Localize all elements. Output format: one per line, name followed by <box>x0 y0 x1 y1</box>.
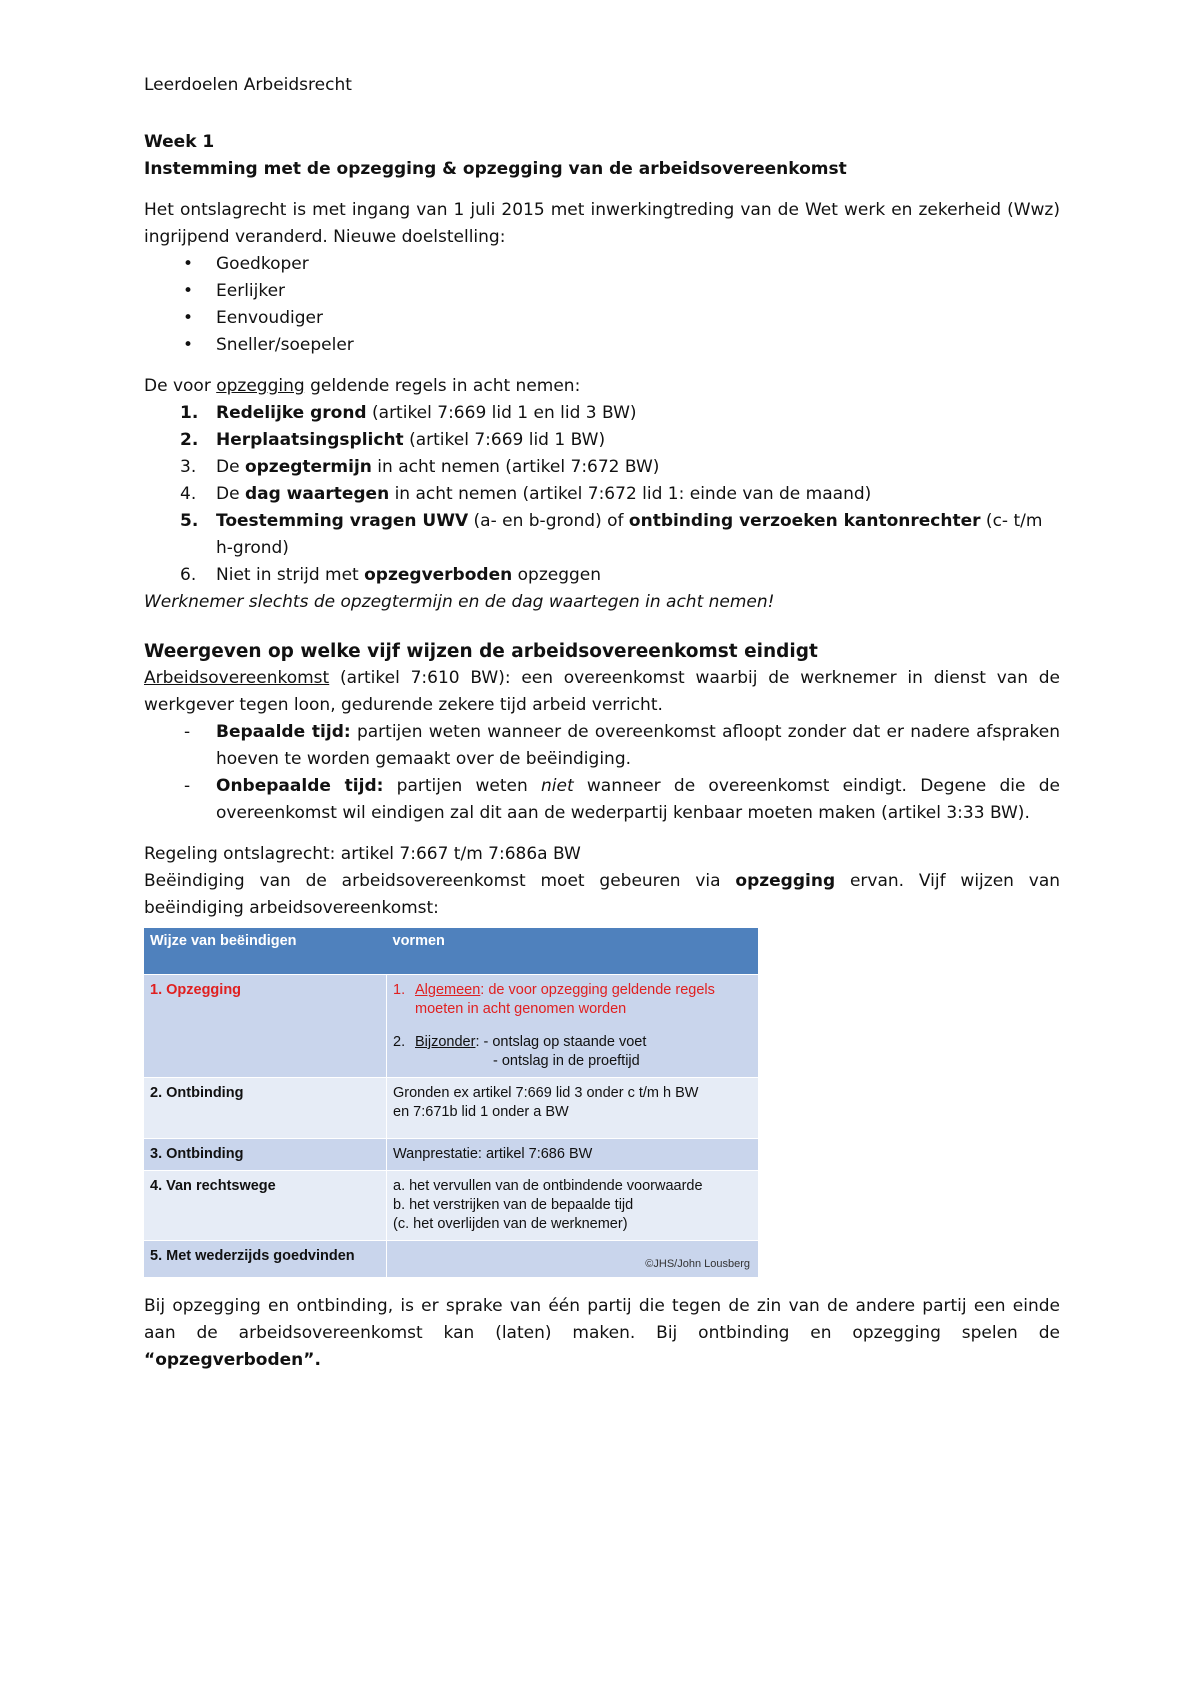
rules-intro: De voor opzegging geldende regels in acht nemen: <box>144 376 581 396</box>
list-item: - Onbepaalde tijd: partijen weten niet wanneer de overeenkomst eindigt. Degene die de overeenkomst wil eindigen zal dit aan de wederpartij kenbaar moeten maken (artikel 3:33 BW). <box>144 773 1060 827</box>
document-page <box>144 72 1060 1374</box>
list-item: 6. Niet in strijd met opzegverboden opzeggen <box>180 565 602 585</box>
table-header-row <box>144 928 758 975</box>
document-title: Leerdoelen Arbeidsrecht <box>144 75 352 95</box>
rules-list <box>144 400 1060 589</box>
table-header-cell: vormen <box>387 928 759 975</box>
table-row <box>144 975 758 1078</box>
section-heading-opzegging: Instemming met de opzegging & opzegging van de arbeidsovereenkomst <box>144 159 847 179</box>
table-cell-way: 1. Opzegging <box>144 975 387 1078</box>
bullet-icon: • <box>183 308 194 328</box>
table-cell-way: 3. Ontbinding <box>144 1139 387 1171</box>
list-item: 5. Toestemming vragen UWV (a- en b-grond) of ontbinding verzoeken kantonrechter (c- t/m h-grond) <box>180 511 1043 558</box>
dash-icon: - <box>184 776 191 796</box>
list-item: 3. De opzegtermijn in acht nemen (artikel 7:672 BW) <box>180 457 660 477</box>
bullet-icon: • <box>183 281 194 301</box>
termination-paragraph: Beëindiging van de arbeidsovereenkomst moet gebeuren via opzegging ervan. Vijf wijzen van beëindiging arbeidsovereenkomst: <box>144 871 1061 918</box>
closing-paragraph: Bij opzegging en ontbinding, is er sprake van één partij die tegen de zin van de andere partij een einde aan de arbeidsovereenkomst kan (laten) maken. Bij ontbinding en opzegging spelen de “opzegverboden”. <box>144 1296 1060 1370</box>
table-cell-forms: Gronden ex artikel 7:669 lid 3 onder c t/m h BW en 7:671b lid 1 onder a BW <box>387 1078 759 1139</box>
termination-ways-table <box>144 928 758 1277</box>
table-row <box>144 1171 758 1241</box>
list-item: - Bepaalde tijd: partijen weten wanneer de overeenkomst afloopt zonder dat er nadere afspraken hoeven te worden gemaakt over de beëindiging. <box>144 719 1060 773</box>
table-row <box>144 1139 758 1171</box>
table-cell-forms: a. het vervullen van de ontbindende voorwaarde b. het verstrijken van de bepaalde tijd (c. het overlijden van de werknemer) <box>387 1171 759 1241</box>
contract-types-list <box>144 719 1060 827</box>
rules-note: Werknemer slechts de opzegtermijn en de dag waartegen in acht nemen! <box>144 592 775 612</box>
table-credit: ©JHS/John Lousberg <box>645 1258 750 1270</box>
spacer <box>144 359 1060 373</box>
list-item: • Goedkoper <box>144 251 1060 278</box>
table-cell-forms: 1. Algemeen: de voor opzegging geldende regels moeten in acht genomen worden 2. Bijzonder: - ontslag op staande voet - ontslag in de proeftijd <box>387 975 759 1078</box>
intro-paragraph: Het ontslagrecht is met ingang van 1 juli 2015 met inwerkingtreding van de Wet werk en zekerheid (Wwz) ingrijpend veranderd. Nieuwe doelstelling: <box>144 200 1060 247</box>
list-item: • Eerlijker <box>144 278 1060 305</box>
table-cell-way: 2. Ontbinding <box>144 1078 387 1139</box>
section-heading-five-ways: Weergeven op welke vijf wijzen de arbeidsovereenkomst eindigt <box>144 641 818 662</box>
list-item: • Eenvoudiger <box>144 305 1060 332</box>
table-row <box>144 1078 758 1139</box>
goals-list <box>144 251 1060 359</box>
dash-icon: - <box>184 722 191 742</box>
spacer <box>144 183 1060 197</box>
table-cell-forms: Wanprestatie: artikel 7:686 BW <box>387 1139 759 1171</box>
table-row <box>144 1241 758 1278</box>
spacer <box>144 827 1060 841</box>
table-cell-way: 4. Van rechtswege <box>144 1171 387 1241</box>
list-item: 1. Redelijke grond (artikel 7:669 lid 1 en lid 3 BW) <box>180 403 637 423</box>
bullet-icon: • <box>183 335 194 355</box>
table-header-cell: Wijze van beëindigen <box>144 928 387 975</box>
spacer <box>144 616 1060 630</box>
table-cell-forms <box>387 1241 759 1278</box>
definition-paragraph: Arbeidsovereenkomst (artikel 7:610 BW): een overeenkomst waarbij de werknemer in dienst van de werkgever tegen loon, gedurende zekere tijd arbeid verricht. <box>144 668 1060 715</box>
bullet-icon: • <box>183 254 194 274</box>
week-heading: Week 1 <box>144 132 215 152</box>
list-item: 4. De dag waartegen in acht nemen (artikel 7:672 lid 1: einde van de maand) <box>180 484 872 504</box>
list-item: 2. Herplaatsingsplicht (artikel 7:669 lid 1 BW) <box>180 430 606 450</box>
regulation-line: Regeling ontslagrecht: artikel 7:667 t/m 7:686a BW <box>144 844 581 864</box>
list-item: • Sneller/soepeler <box>144 332 1060 359</box>
table-cell-way: 5. Met wederzijds goedvinden <box>144 1241 387 1278</box>
